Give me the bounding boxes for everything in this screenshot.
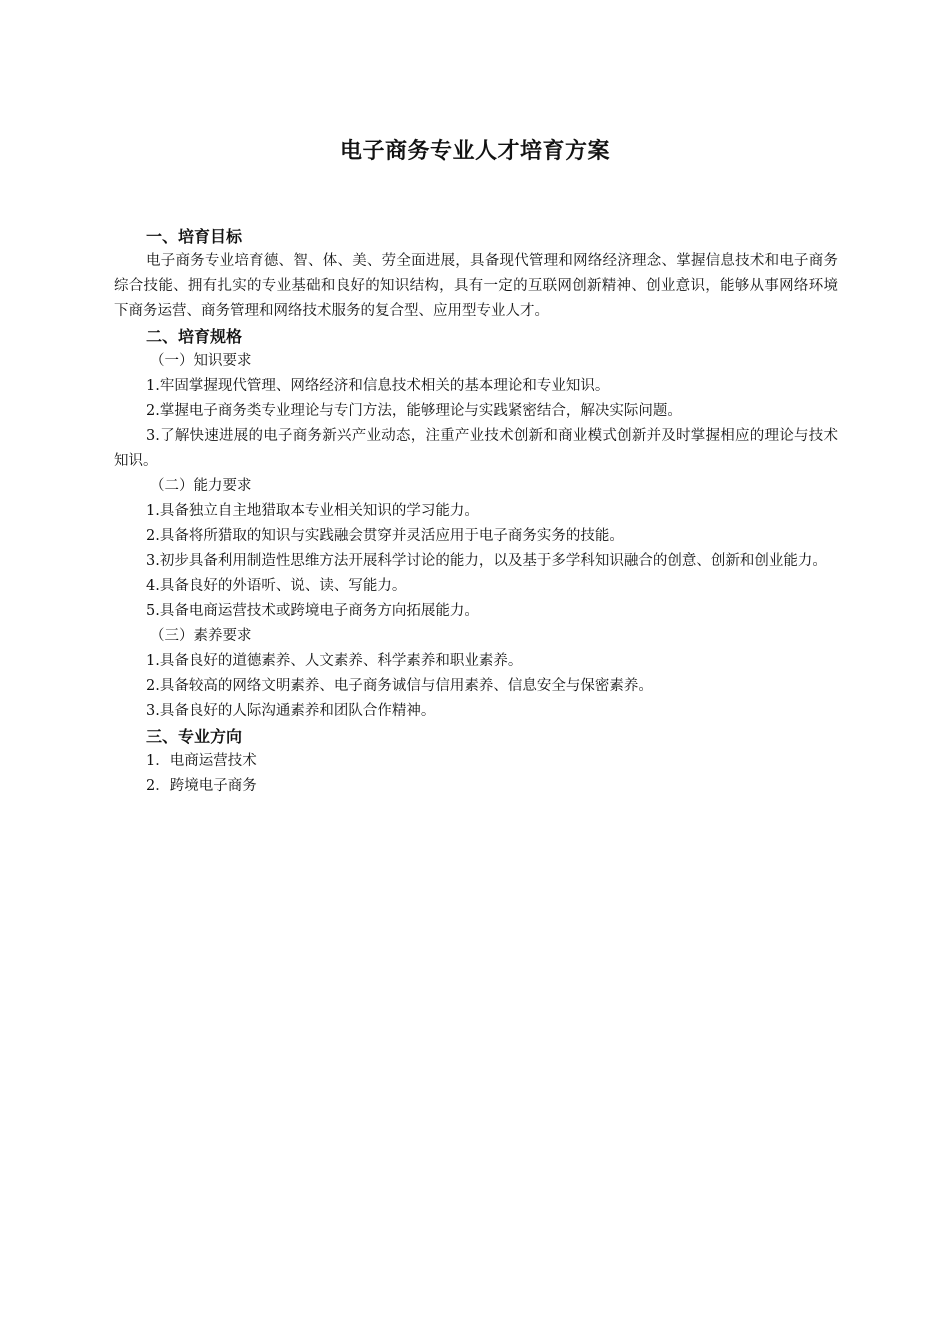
list-item: 1.牢固掌握现代管理、网络经济和信息技术相关的基本理论和专业知识。 (146, 378, 610, 394)
subsection-label-knowledge: （一）知识要求 (150, 353, 252, 369)
subsection-label-quality: （三）素养要求 (150, 628, 252, 644)
goal-paragraph: 电子商务专业培育德、智、体、美、劳全面进展，具备现代管理和网络经济理念、掌握信息技术和电子商务综合技能、拥有扎实的专业基础和良好的知识结构，具有一定的互联网创新精神、创业意识，能够从事网络环境下商务运营、商务管理和网络技术服务的复合型、应用型专业人才。 (114, 253, 838, 319)
section-heading-direction: 三、专业方向 (146, 727, 243, 746)
list-item: 2.掌握电子商务类专业理论与专门方法，能够理论与实践紧密结合，解决实际问题。 (146, 403, 682, 419)
subsection-label-ability: （二）能力要求 (150, 478, 252, 494)
list-item: 5.具备电商运营技术或跨境电子商务方向拓展能力。 (146, 603, 479, 619)
list-item: 3.具备良好的人际沟通素养和团队合作精神。 (146, 703, 436, 719)
direction-item: 1．电商运营技术 (146, 753, 257, 769)
list-item: 2.具备较高的网络文明素养、电子商务诚信与信用素养、信息安全与保密素养。 (146, 678, 653, 694)
list-item: 3.了解快速进展的电子商务新兴产业动态，注重产业技术创新和商业模式创新并及时掌握相应的理论与技术知识。 (114, 428, 838, 469)
list-item: 4.具备良好的外语听、说、读、写能力。 (146, 578, 407, 594)
section-heading-spec: 二、培育规格 (146, 327, 243, 346)
document-body (114, 224, 838, 799)
list-item: 3.初步具备利用制造性思维方法开展科学讨论的能力，以及基于多学科知识融合的创意、创新和创业能力。 (146, 553, 827, 569)
direction-item: 2．跨境电子商务 (146, 778, 257, 794)
list-item: 1.具备良好的道德素养、人文素养、科学素养和职业素养。 (146, 653, 523, 669)
section-heading-goal: 一、培育目标 (146, 227, 243, 246)
document-title: 电子商务专业人才培育方案 (339, 139, 610, 164)
list-item: 1.具备独立自主地猎取本专业相关知识的学习能力。 (146, 503, 479, 519)
list-item: 2.具备将所猎取的知识与实践融会贯穿并灵活应用于电子商务实务的技能。 (146, 528, 624, 544)
